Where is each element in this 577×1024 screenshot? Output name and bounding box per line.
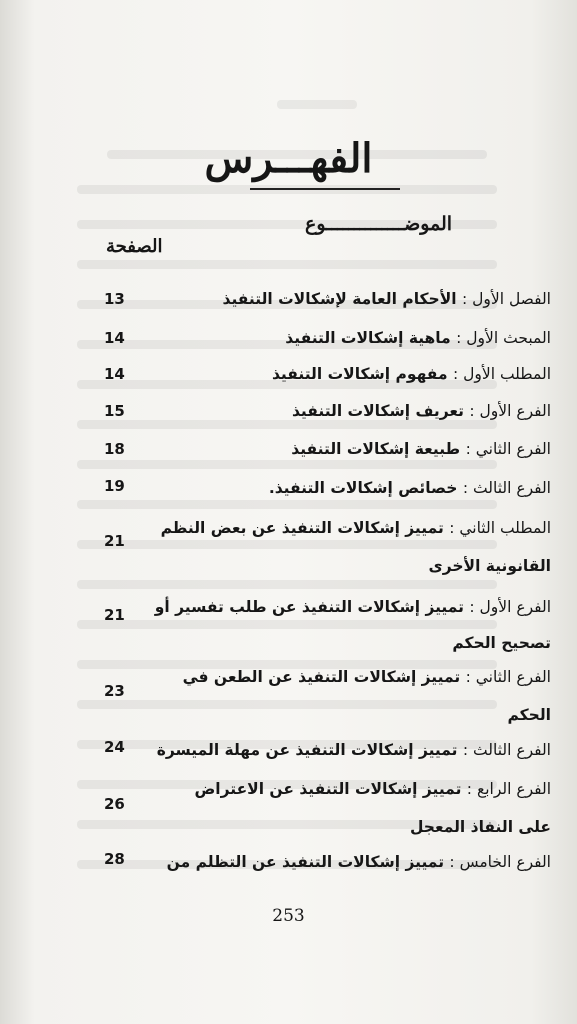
toc-entry: الفرع الأول : تعريف إشكالات التنفيذ xyxy=(291,402,551,420)
toc-entry-continuation: الحكم xyxy=(507,706,551,724)
toc-page-number: 14 xyxy=(104,329,125,347)
toc-page-number: 24 xyxy=(104,738,125,756)
toc-entry: المطلب الأول : مفهوم إشكالات التنفيذ xyxy=(271,365,551,383)
toc-entry: الفرع الثالث : تمييز إشكالات التنفيذ عن مهلة الميسرة xyxy=(156,741,551,759)
toc-entry-continuation: القانونية الأخرى xyxy=(428,557,551,575)
toc-page-number: 19 xyxy=(104,477,125,495)
toc-page-number: 21 xyxy=(104,606,125,624)
page-number-footer: 253 xyxy=(272,906,305,926)
toc-entry: الفصل الأول : الأحكام العامة لإشكالات التنفيذ xyxy=(222,290,551,308)
toc-entry-continuation: تصحيح الحكم xyxy=(452,634,551,652)
toc-page-number: 21 xyxy=(104,532,125,550)
toc-entry: الفرع الرابع : تمييز إشكالات التنفيذ عن الاعتراض xyxy=(194,780,551,798)
toc-entry-continuation: على النفاذ المعجل xyxy=(409,818,551,836)
toc-entry: الفرع الثاني : طبيعة إشكالات التنفيذ xyxy=(291,440,551,458)
page-title: الفهـــرس xyxy=(204,135,373,182)
toc-page-number: 26 xyxy=(104,795,125,813)
toc-page-number: 14 xyxy=(104,365,125,383)
subject-column-header: الموضــــــــــــــوع xyxy=(305,213,453,235)
page-column-header: الصفحة xyxy=(106,236,163,257)
toc-entry: الفرع الأول : تمييز إشكالات التنفيذ عن طلب تفسير أو xyxy=(154,598,551,616)
toc-page-number: 13 xyxy=(104,290,125,308)
toc-entry: المطلب الثاني : تمييز إشكالات التنفيذ عن بعض النظم xyxy=(160,519,551,537)
toc-page-number: 28 xyxy=(104,850,125,868)
toc-entry: الفرع الثاني : تمييز إشكالات التنفيذ عن الطعن في xyxy=(182,668,551,686)
title-underline xyxy=(250,188,400,190)
toc-entry: الفرع الثالث : خصائص إشكالات التنفيذ. xyxy=(268,479,551,497)
toc-entry: الفرع الخامس : تمييز إشكالات التنفيذ عن التظلم من xyxy=(166,853,551,871)
toc-page-number: 15 xyxy=(104,402,125,420)
toc-page-number: 18 xyxy=(104,440,125,458)
toc-page-number: 23 xyxy=(104,682,125,700)
toc-entry: المبحث الأول : ماهية إشكالات التنفيذ xyxy=(285,329,551,347)
